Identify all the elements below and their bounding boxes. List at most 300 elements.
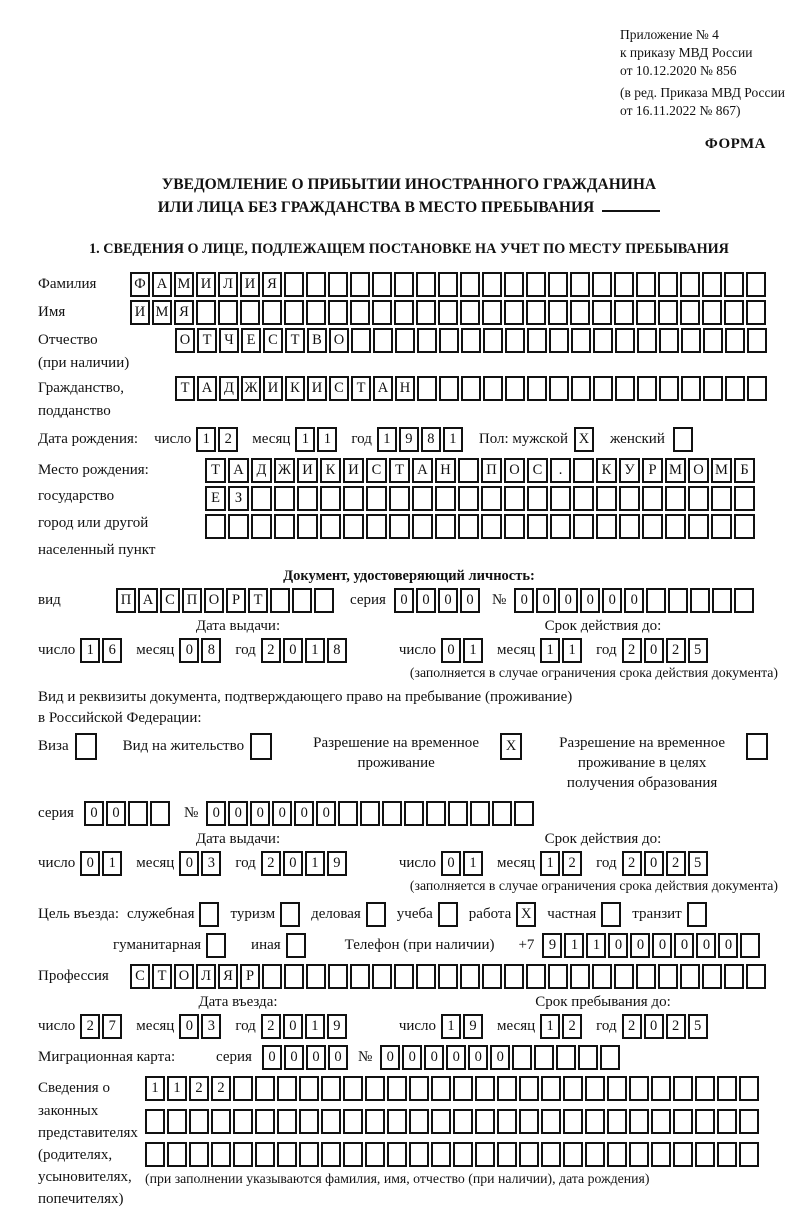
char-cell[interactable] — [328, 964, 348, 989]
char-cell[interactable] — [702, 272, 722, 297]
char-cell[interactable]: 9 — [463, 1014, 483, 1039]
char-cell[interactable] — [416, 300, 436, 325]
char-cell[interactable]: Л — [218, 272, 238, 297]
char-cell[interactable]: X — [500, 733, 522, 760]
char-cell[interactable] — [636, 272, 656, 297]
char-cell[interactable]: 5 — [688, 1014, 708, 1039]
char-cell[interactable] — [458, 514, 479, 539]
char-cell[interactable]: А — [373, 376, 393, 401]
char-cell[interactable] — [695, 1109, 715, 1134]
char-cell[interactable]: 2 — [622, 638, 642, 663]
char-cell[interactable] — [387, 1076, 407, 1101]
char-cell[interactable] — [734, 514, 755, 539]
char-cell[interactable]: П — [481, 458, 502, 483]
char-cell[interactable] — [481, 486, 502, 511]
char-cell[interactable] — [629, 1076, 649, 1101]
char-cell[interactable]: П — [116, 588, 136, 613]
char-cell[interactable] — [505, 376, 525, 401]
char-cell[interactable] — [526, 964, 546, 989]
char-cell[interactable] — [205, 514, 226, 539]
char-cell[interactable] — [189, 1142, 209, 1167]
char-cell[interactable] — [585, 1076, 605, 1101]
char-cell[interactable] — [233, 1076, 253, 1101]
char-cell[interactable]: Т — [285, 328, 305, 353]
char-cell[interactable]: 2 — [211, 1076, 231, 1101]
char-cell[interactable]: А — [197, 376, 217, 401]
char-cell[interactable] — [255, 1076, 275, 1101]
char-cell[interactable] — [196, 300, 216, 325]
char-cell[interactable]: Я — [174, 300, 194, 325]
char-cell[interactable] — [585, 1109, 605, 1134]
char-cell[interactable]: 0 — [179, 638, 199, 663]
char-cell[interactable] — [746, 300, 766, 325]
char-cell[interactable]: 0 — [460, 588, 480, 613]
char-cell[interactable] — [274, 514, 295, 539]
char-cell[interactable]: Н — [395, 376, 415, 401]
char-cell[interactable]: А — [228, 458, 249, 483]
char-cell[interactable]: 0 — [438, 588, 458, 613]
char-cell[interactable] — [461, 328, 481, 353]
char-cell[interactable] — [240, 300, 260, 325]
char-cell[interactable]: Е — [241, 328, 261, 353]
char-cell[interactable] — [435, 514, 456, 539]
char-cell[interactable]: 2 — [666, 851, 686, 876]
char-cell[interactable] — [549, 328, 569, 353]
char-cell[interactable] — [740, 933, 760, 958]
char-cell[interactable] — [688, 514, 709, 539]
char-cell[interactable] — [409, 1109, 429, 1134]
char-cell[interactable] — [600, 1045, 620, 1070]
char-cell[interactable] — [458, 486, 479, 511]
char-cell[interactable] — [416, 964, 436, 989]
char-cell[interactable]: А — [138, 588, 158, 613]
char-cell[interactable] — [320, 486, 341, 511]
char-cell[interactable]: 0 — [394, 588, 414, 613]
char-cell[interactable] — [211, 1109, 231, 1134]
char-cell[interactable]: С — [527, 458, 548, 483]
char-cell[interactable]: 0 — [284, 1045, 304, 1070]
char-cell[interactable] — [527, 328, 547, 353]
char-cell[interactable]: 1 — [441, 1014, 461, 1039]
char-cell[interactable]: X — [574, 427, 594, 452]
char-cell[interactable] — [250, 733, 272, 760]
char-cell[interactable] — [483, 328, 503, 353]
char-cell[interactable] — [297, 514, 318, 539]
char-cell[interactable] — [570, 964, 590, 989]
char-cell[interactable] — [556, 1045, 576, 1070]
char-cell[interactable] — [746, 733, 768, 760]
char-cell[interactable]: 0 — [179, 1014, 199, 1039]
char-cell[interactable]: И — [307, 376, 327, 401]
char-cell[interactable] — [460, 272, 480, 297]
char-cell[interactable] — [328, 272, 348, 297]
char-cell[interactable] — [470, 801, 490, 826]
char-cell[interactable]: 0 — [402, 1045, 422, 1070]
char-cell[interactable]: 0 — [283, 851, 303, 876]
char-cell[interactable] — [665, 514, 686, 539]
char-cell[interactable]: 9 — [327, 851, 347, 876]
char-cell[interactable]: 0 — [644, 638, 664, 663]
char-cell[interactable]: 5 — [688, 851, 708, 876]
char-cell[interactable] — [426, 801, 446, 826]
char-cell[interactable] — [228, 514, 249, 539]
char-cell[interactable]: И — [196, 272, 216, 297]
char-cell[interactable] — [504, 272, 524, 297]
char-cell[interactable] — [746, 964, 766, 989]
char-cell[interactable]: И — [343, 458, 364, 483]
char-cell[interactable] — [541, 1109, 561, 1134]
char-cell[interactable] — [637, 376, 657, 401]
char-cell[interactable] — [299, 1076, 319, 1101]
char-cell[interactable] — [394, 272, 414, 297]
char-cell[interactable] — [206, 933, 226, 958]
char-cell[interactable] — [702, 300, 722, 325]
char-cell[interactable] — [350, 300, 370, 325]
char-cell[interactable] — [328, 300, 348, 325]
char-cell[interactable] — [570, 300, 590, 325]
char-cell[interactable] — [438, 272, 458, 297]
char-cell[interactable]: Ж — [241, 376, 261, 401]
char-cell[interactable] — [286, 933, 306, 958]
char-cell[interactable]: 1 — [102, 851, 122, 876]
char-cell[interactable] — [365, 1142, 385, 1167]
char-cell[interactable] — [475, 1076, 495, 1101]
char-cell[interactable] — [541, 1142, 561, 1167]
char-cell[interactable] — [431, 1076, 451, 1101]
char-cell[interactable] — [703, 376, 723, 401]
char-cell[interactable] — [321, 1142, 341, 1167]
char-cell[interactable] — [527, 376, 547, 401]
char-cell[interactable]: 0 — [446, 1045, 466, 1070]
char-cell[interactable]: Д — [219, 376, 239, 401]
char-cell[interactable]: 0 — [316, 801, 336, 826]
char-cell[interactable] — [482, 300, 502, 325]
char-cell[interactable] — [365, 1076, 385, 1101]
char-cell[interactable] — [512, 1045, 532, 1070]
char-cell[interactable]: 5 — [688, 638, 708, 663]
char-cell[interactable]: 9 — [542, 933, 562, 958]
char-cell[interactable] — [189, 1109, 209, 1134]
char-cell[interactable] — [320, 514, 341, 539]
char-cell[interactable]: С — [263, 328, 283, 353]
char-cell[interactable] — [439, 328, 459, 353]
char-cell[interactable]: 0 — [602, 588, 622, 613]
char-cell[interactable] — [637, 328, 657, 353]
char-cell[interactable]: 2 — [261, 1014, 281, 1039]
char-cell[interactable] — [389, 514, 410, 539]
char-cell[interactable] — [372, 300, 392, 325]
char-cell[interactable]: 0 — [674, 933, 694, 958]
char-cell[interactable] — [570, 272, 590, 297]
char-cell[interactable] — [350, 272, 370, 297]
char-cell[interactable] — [461, 376, 481, 401]
char-cell[interactable] — [475, 1142, 495, 1167]
char-cell[interactable]: З — [228, 486, 249, 511]
char-cell[interactable]: 0 — [608, 933, 628, 958]
char-cell[interactable] — [673, 1109, 693, 1134]
char-cell[interactable]: О — [175, 328, 195, 353]
char-cell[interactable]: 0 — [580, 588, 600, 613]
char-cell[interactable] — [607, 1076, 627, 1101]
char-cell[interactable]: 0 — [644, 851, 664, 876]
char-cell[interactable]: Н — [435, 458, 456, 483]
char-cell[interactable] — [382, 801, 402, 826]
char-cell[interactable] — [409, 1142, 429, 1167]
char-cell[interactable] — [270, 588, 290, 613]
char-cell[interactable] — [717, 1109, 737, 1134]
char-cell[interactable]: 2 — [562, 1014, 582, 1039]
char-cell[interactable]: 8 — [421, 427, 441, 452]
char-cell[interactable]: 1 — [167, 1076, 187, 1101]
char-cell[interactable] — [702, 964, 722, 989]
char-cell[interactable]: 0 — [696, 933, 716, 958]
char-cell[interactable] — [519, 1109, 539, 1134]
char-cell[interactable]: С — [130, 964, 150, 989]
char-cell[interactable] — [526, 272, 546, 297]
char-cell[interactable] — [596, 486, 617, 511]
char-cell[interactable] — [681, 376, 701, 401]
char-cell[interactable] — [387, 1142, 407, 1167]
char-cell[interactable]: 2 — [622, 1014, 642, 1039]
char-cell[interactable] — [497, 1142, 517, 1167]
char-cell[interactable] — [615, 376, 635, 401]
char-cell[interactable] — [519, 1076, 539, 1101]
char-cell[interactable] — [739, 1076, 759, 1101]
char-cell[interactable] — [725, 328, 745, 353]
char-cell[interactable] — [262, 964, 282, 989]
char-cell[interactable] — [297, 486, 318, 511]
char-cell[interactable]: 0 — [468, 1045, 488, 1070]
char-cell[interactable] — [460, 964, 480, 989]
char-cell[interactable] — [711, 486, 732, 511]
char-cell[interactable] — [578, 1045, 598, 1070]
char-cell[interactable]: 0 — [283, 1014, 303, 1039]
char-cell[interactable]: О — [504, 458, 525, 483]
char-cell[interactable] — [306, 300, 326, 325]
char-cell[interactable]: 0 — [718, 933, 738, 958]
char-cell[interactable] — [734, 486, 755, 511]
char-cell[interactable]: 0 — [328, 1045, 348, 1070]
char-cell[interactable]: 0 — [283, 638, 303, 663]
char-cell[interactable] — [739, 1109, 759, 1134]
char-cell[interactable] — [277, 1076, 297, 1101]
char-cell[interactable] — [167, 1142, 187, 1167]
char-cell[interactable]: 0 — [441, 638, 461, 663]
char-cell[interactable] — [343, 1076, 363, 1101]
char-cell[interactable] — [695, 1076, 715, 1101]
char-cell[interactable]: 7 — [102, 1014, 122, 1039]
char-cell[interactable]: 2 — [666, 638, 686, 663]
char-cell[interactable] — [417, 376, 437, 401]
char-cell[interactable]: Т — [197, 328, 217, 353]
char-cell[interactable]: И — [240, 272, 260, 297]
char-cell[interactable] — [218, 300, 238, 325]
char-cell[interactable] — [343, 486, 364, 511]
char-cell[interactable] — [306, 964, 326, 989]
char-cell[interactable] — [497, 1109, 517, 1134]
char-cell[interactable] — [431, 1142, 451, 1167]
char-cell[interactable] — [519, 1142, 539, 1167]
char-cell[interactable] — [343, 1109, 363, 1134]
char-cell[interactable] — [607, 1109, 627, 1134]
char-cell[interactable] — [548, 300, 568, 325]
char-cell[interactable]: 0 — [228, 801, 248, 826]
char-cell[interactable] — [658, 272, 678, 297]
char-cell[interactable] — [659, 376, 679, 401]
char-cell[interactable] — [673, 1142, 693, 1167]
char-cell[interactable]: 2 — [666, 1014, 686, 1039]
char-cell[interactable]: Т — [351, 376, 371, 401]
char-cell[interactable] — [658, 964, 678, 989]
char-cell[interactable]: 0 — [630, 933, 650, 958]
char-cell[interactable]: И — [263, 376, 283, 401]
char-cell[interactable] — [573, 486, 594, 511]
char-cell[interactable] — [150, 801, 170, 826]
char-cell[interactable]: 1 — [196, 427, 216, 452]
char-cell[interactable] — [453, 1142, 473, 1167]
char-cell[interactable] — [725, 376, 745, 401]
char-cell[interactable] — [482, 272, 502, 297]
char-cell[interactable]: 9 — [399, 427, 419, 452]
char-cell[interactable] — [453, 1109, 473, 1134]
char-cell[interactable] — [550, 514, 571, 539]
char-cell[interactable] — [365, 1109, 385, 1134]
char-cell[interactable] — [417, 328, 437, 353]
char-cell[interactable]: 1 — [564, 933, 584, 958]
char-cell[interactable]: 1 — [443, 427, 463, 452]
char-cell[interactable] — [651, 1076, 671, 1101]
char-cell[interactable] — [548, 964, 568, 989]
char-cell[interactable]: 8 — [201, 638, 221, 663]
char-cell[interactable] — [614, 964, 634, 989]
char-cell[interactable]: С — [160, 588, 180, 613]
char-cell[interactable] — [504, 514, 525, 539]
char-cell[interactable] — [619, 486, 640, 511]
char-cell[interactable]: 0 — [106, 801, 126, 826]
char-cell[interactable] — [548, 272, 568, 297]
char-cell[interactable] — [435, 486, 456, 511]
char-cell[interactable]: 0 — [80, 851, 100, 876]
char-cell[interactable]: С — [366, 458, 387, 483]
char-cell[interactable]: К — [320, 458, 341, 483]
char-cell[interactable]: 3 — [201, 1014, 221, 1039]
char-cell[interactable]: 1 — [305, 638, 325, 663]
char-cell[interactable]: 1 — [463, 851, 483, 876]
char-cell[interactable]: 1 — [295, 427, 315, 452]
char-cell[interactable] — [306, 272, 326, 297]
char-cell[interactable] — [412, 486, 433, 511]
char-cell[interactable] — [592, 300, 612, 325]
char-cell[interactable] — [277, 1109, 297, 1134]
char-cell[interactable] — [438, 902, 458, 927]
char-cell[interactable]: 0 — [490, 1045, 510, 1070]
char-cell[interactable] — [646, 588, 666, 613]
char-cell[interactable] — [592, 272, 612, 297]
char-cell[interactable] — [746, 272, 766, 297]
char-cell[interactable]: 2 — [261, 638, 281, 663]
char-cell[interactable]: 1 — [305, 1014, 325, 1039]
char-cell[interactable]: X — [516, 902, 536, 927]
char-cell[interactable]: Т — [248, 588, 268, 613]
char-cell[interactable] — [724, 272, 744, 297]
char-cell[interactable]: Я — [262, 272, 282, 297]
char-cell[interactable]: О — [329, 328, 349, 353]
char-cell[interactable] — [695, 1142, 715, 1167]
char-cell[interactable] — [412, 514, 433, 539]
char-cell[interactable] — [690, 588, 710, 613]
char-cell[interactable]: 0 — [272, 801, 292, 826]
char-cell[interactable] — [75, 733, 97, 760]
char-cell[interactable] — [343, 514, 364, 539]
char-cell[interactable] — [573, 514, 594, 539]
char-cell[interactable]: 1 — [145, 1076, 165, 1101]
char-cell[interactable]: Р — [642, 458, 663, 483]
char-cell[interactable] — [373, 328, 393, 353]
char-cell[interactable]: 1 — [586, 933, 606, 958]
char-cell[interactable] — [338, 801, 358, 826]
char-cell[interactable]: 0 — [179, 851, 199, 876]
char-cell[interactable] — [563, 1109, 583, 1134]
char-cell[interactable] — [724, 964, 744, 989]
char-cell[interactable]: У — [619, 458, 640, 483]
char-cell[interactable] — [211, 1142, 231, 1167]
char-cell[interactable] — [527, 514, 548, 539]
char-cell[interactable] — [360, 801, 380, 826]
char-cell[interactable]: 0 — [306, 1045, 326, 1070]
char-cell[interactable] — [321, 1109, 341, 1134]
char-cell[interactable] — [563, 1142, 583, 1167]
char-cell[interactable]: 2 — [622, 851, 642, 876]
char-cell[interactable] — [504, 300, 524, 325]
char-cell[interactable] — [673, 427, 693, 452]
char-cell[interactable]: 0 — [441, 851, 461, 876]
char-cell[interactable] — [717, 1076, 737, 1101]
char-cell[interactable]: 0 — [206, 801, 226, 826]
char-cell[interactable] — [593, 376, 613, 401]
char-cell[interactable] — [642, 514, 663, 539]
char-cell[interactable] — [681, 328, 701, 353]
char-cell[interactable] — [712, 588, 732, 613]
char-cell[interactable]: М — [174, 272, 194, 297]
char-cell[interactable]: 2 — [261, 851, 281, 876]
char-cell[interactable]: 1 — [317, 427, 337, 452]
char-cell[interactable] — [497, 1076, 517, 1101]
char-cell[interactable]: В — [307, 328, 327, 353]
char-cell[interactable] — [343, 1142, 363, 1167]
char-cell[interactable]: А — [152, 272, 172, 297]
char-cell[interactable]: Ч — [219, 328, 239, 353]
char-cell[interactable]: 0 — [514, 588, 534, 613]
char-cell[interactable] — [233, 1142, 253, 1167]
char-cell[interactable] — [651, 1142, 671, 1167]
char-cell[interactable] — [636, 964, 656, 989]
char-cell[interactable]: И — [297, 458, 318, 483]
char-cell[interactable] — [458, 458, 479, 483]
char-cell[interactable] — [747, 376, 767, 401]
char-cell[interactable]: 1 — [80, 638, 100, 663]
char-cell[interactable] — [387, 1109, 407, 1134]
char-cell[interactable]: Р — [240, 964, 260, 989]
char-cell[interactable] — [394, 300, 414, 325]
char-cell[interactable] — [504, 486, 525, 511]
char-cell[interactable]: И — [130, 300, 150, 325]
char-cell[interactable]: С — [329, 376, 349, 401]
char-cell[interactable] — [292, 588, 312, 613]
char-cell[interactable] — [711, 514, 732, 539]
char-cell[interactable]: 2 — [189, 1076, 209, 1101]
char-cell[interactable]: Б — [734, 458, 755, 483]
char-cell[interactable]: Ф — [130, 272, 150, 297]
